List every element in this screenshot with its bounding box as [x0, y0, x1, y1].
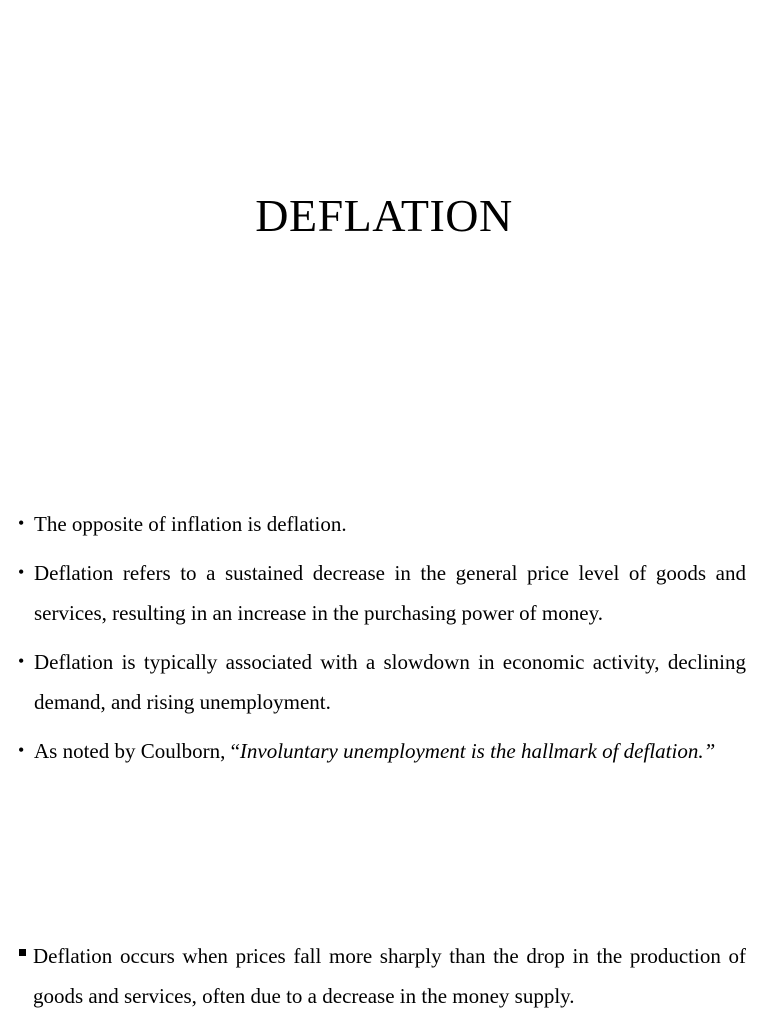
bullet-marker: • — [18, 562, 25, 582]
slide-title: DEFLATION — [255, 190, 513, 241]
quote-attribution: As noted by Coulborn, — [34, 739, 231, 763]
bullet-item-quote — [18, 731, 746, 771]
bullet-item — [18, 553, 746, 633]
bullet-text: Deflation occurs when prices fall more sharply than the drop in the production of goods and services, often due to a decrease in the money supply. — [33, 944, 746, 1008]
bullet-item — [18, 504, 746, 544]
bullet-text: Deflation is typically associated with a slowdown in economic activity, declining demand, and rising unemployment. — [34, 650, 746, 714]
bullet-text: The opposite of inflation is deflation. — [34, 512, 347, 536]
square-bullet-icon — [19, 949, 26, 956]
bullet-marker: • — [18, 651, 25, 671]
bullet-text: Deflation refers to a sustained decrease in the general price level of goods and services, resulting in an increase in the purchasing power of money. — [34, 561, 746, 625]
close-quote: ” — [703, 739, 716, 763]
open-quote: “ — [230, 739, 240, 763]
second-bullet-list — [18, 936, 746, 1025]
bullet-item — [18, 642, 746, 722]
bullet-marker: • — [18, 513, 25, 533]
quote-text: Involuntary unemployment is the hallmark of deflation. — [239, 739, 704, 763]
bullet-item — [18, 936, 746, 1016]
bullet-list — [18, 504, 746, 780]
bullet-marker: • — [18, 740, 25, 760]
